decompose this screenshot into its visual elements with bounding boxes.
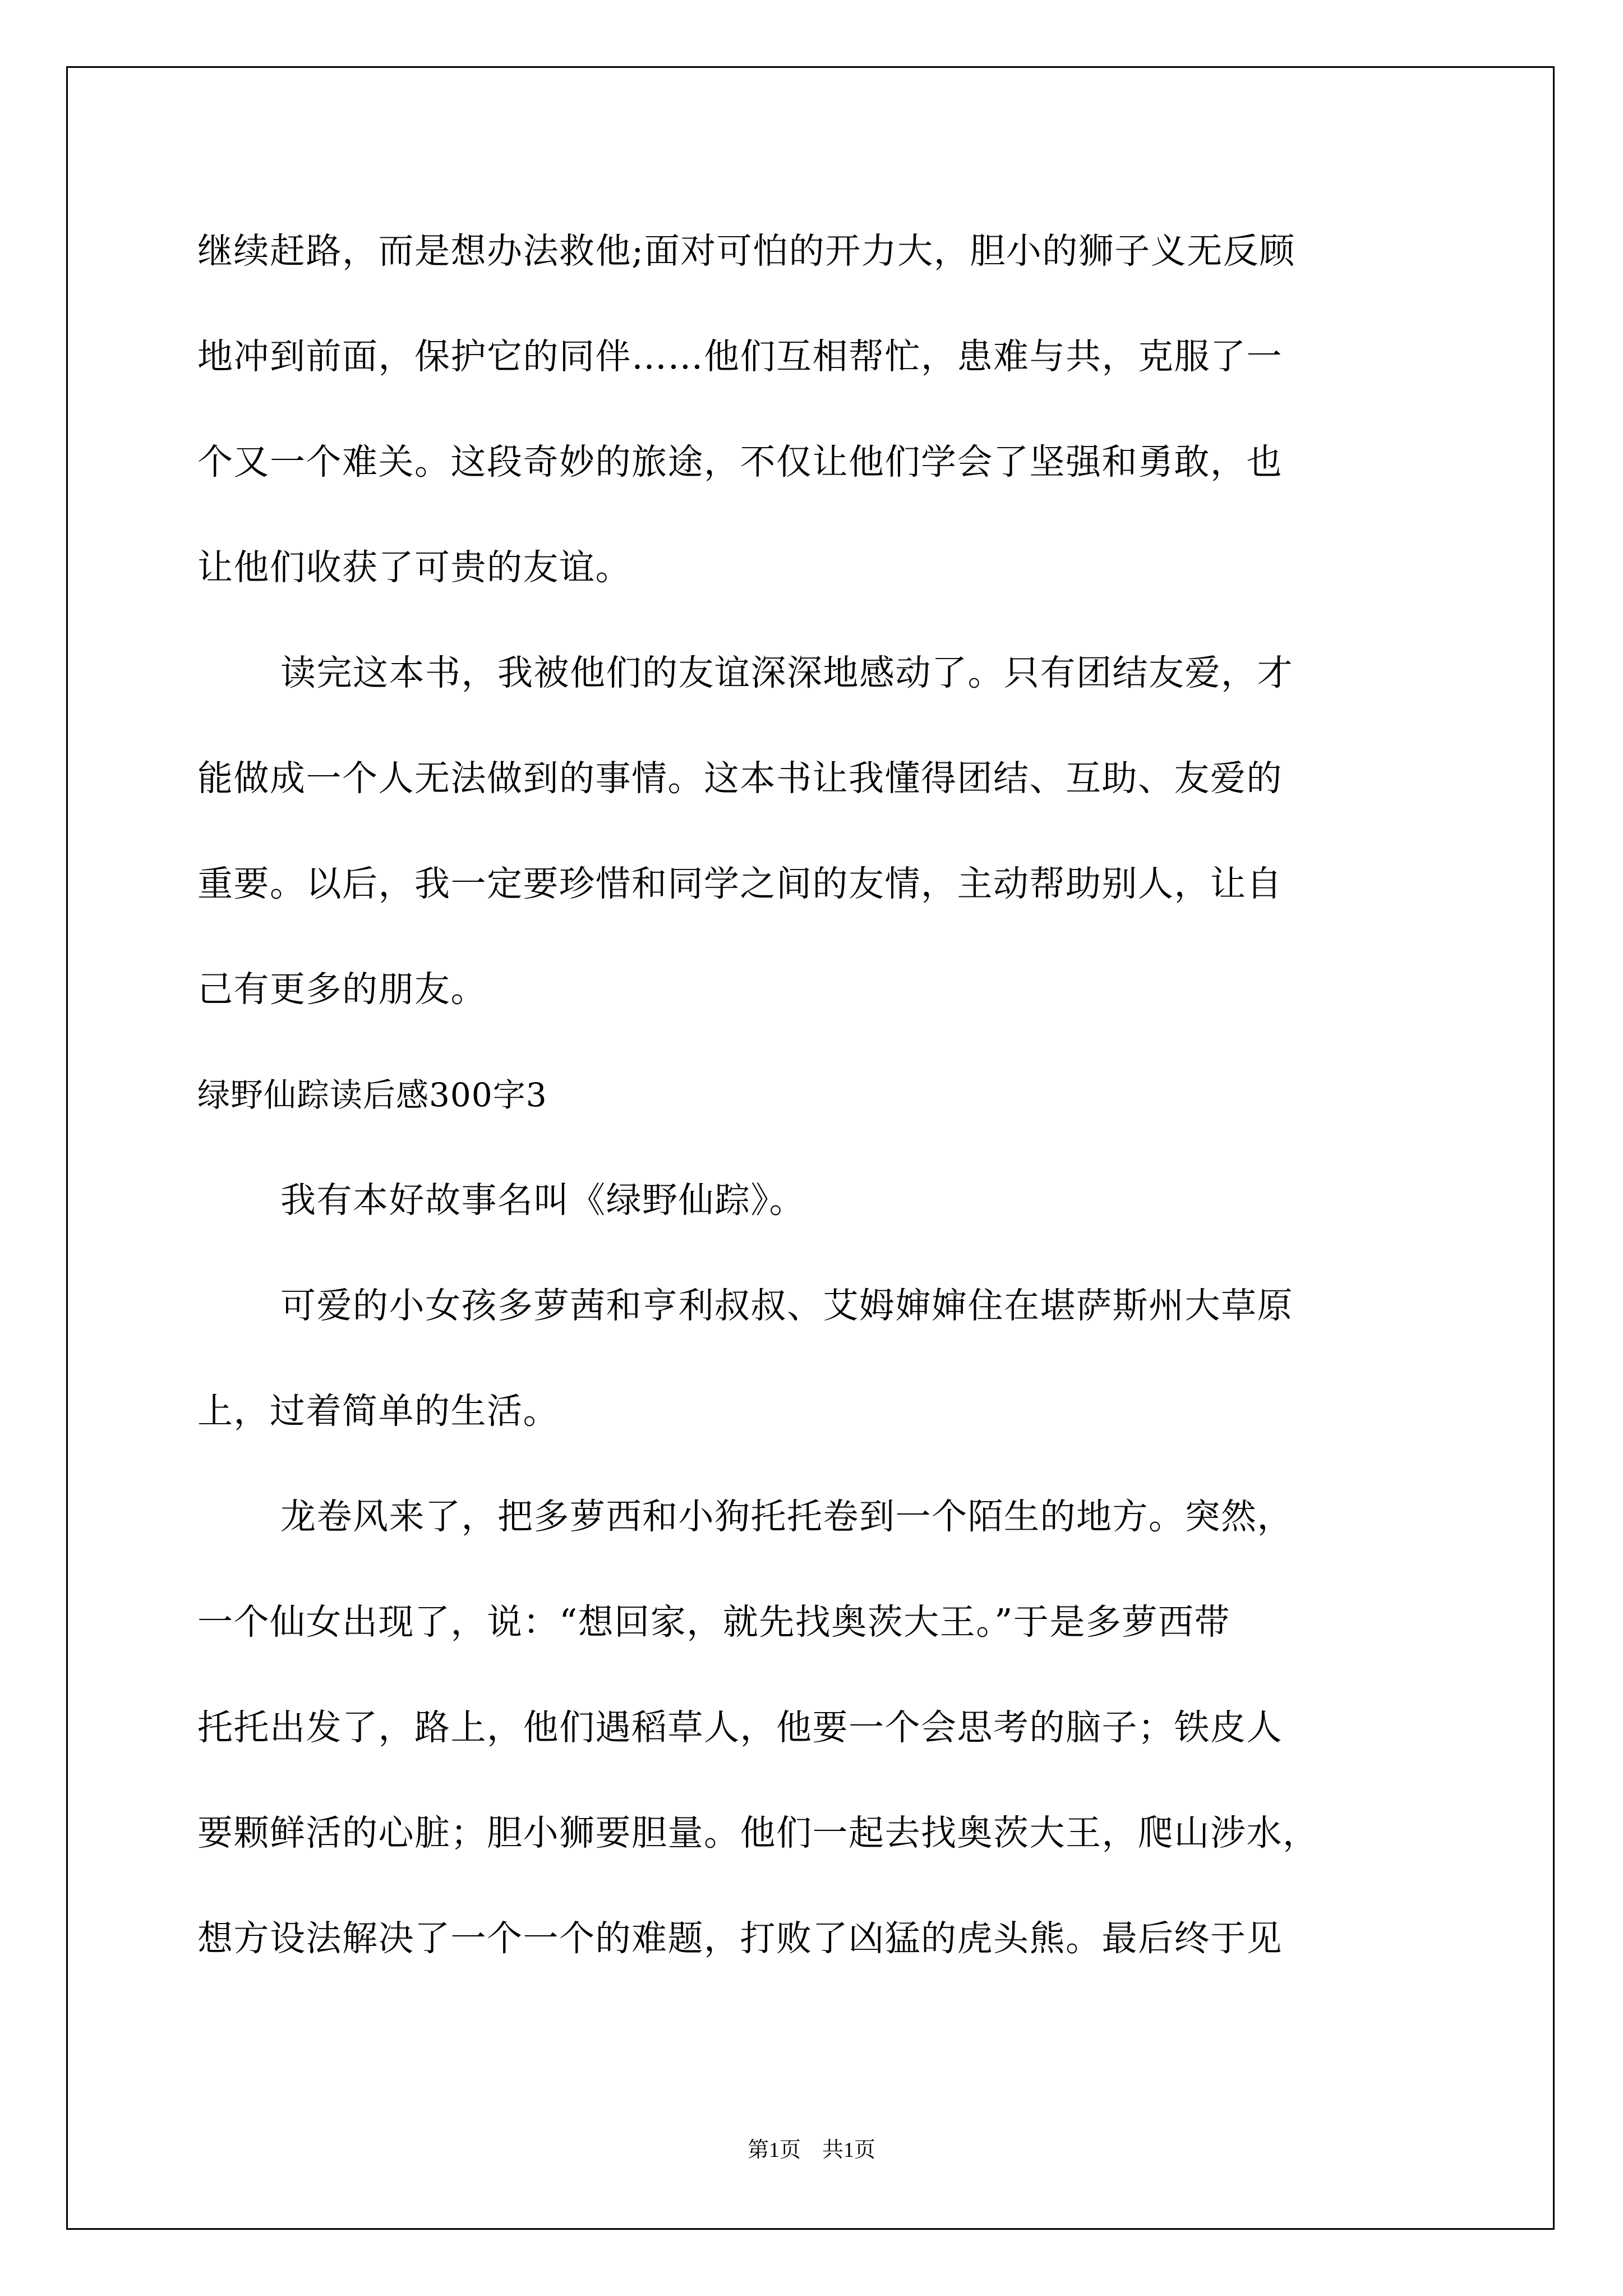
paragraph-line: 让他们收获了可贵的友谊。 bbox=[197, 547, 631, 588]
paragraph-line: 读完这本书，我被他们的友谊深深地感动了。只有团结友爱，才 bbox=[280, 652, 1293, 693]
paragraph-line: 继续赶路，而是想办法救他;面对可怕的开力大，胆小的狮子义无反顾 bbox=[197, 231, 1295, 272]
page-border bbox=[66, 66, 1555, 2230]
paragraph-line: 龙卷风来了，把多萝西和小狗托托卷到一个陌生的地方。突然， bbox=[280, 1496, 1293, 1537]
paragraph-line: 地冲到前面，保护它的同伴……他们互相帮忙，患难与共，克服了一 bbox=[197, 336, 1283, 377]
paragraph-line: 要颗鲜活的心脏；胆小狮要胆量。他们一起去找奥茨大王，爬山涉水， bbox=[197, 1812, 1319, 1853]
paragraph-line: 己有更多的朋友。 bbox=[197, 969, 487, 1010]
paragraph-line: 托托出发了，路上，他们遇稻草人，他要一个会思考的脑子；铁皮人 bbox=[197, 1707, 1283, 1748]
paragraph-line: 一个仙女出现了，说：“想回家，就先找奥茨大王。”于是多萝西带 bbox=[197, 1602, 1230, 1642]
paragraph-line: 能做成一个人无法做到的事情。这本书让我懂得团结、互助、友爱的 bbox=[197, 758, 1283, 799]
section-heading: 绿野仙踪读后感300字3 bbox=[197, 1076, 547, 1114]
page-footer: 第1页 共1页 bbox=[747, 2138, 875, 2162]
paragraph-line: 想方设法解决了一个一个的难题，打败了凶猛的虎头熊。最后终于见 bbox=[197, 1918, 1283, 1959]
paragraph-line: 我有本好故事名叫《绿野仙踪》。 bbox=[280, 1180, 805, 1221]
paragraph-line: 重要。以后，我一定要珍惜和同学之间的友情，主动帮助别人，让自 bbox=[197, 863, 1283, 904]
paragraph-line: 个又一个难关。这段奇妙的旅途，不仅让他们学会了坚强和勇敢，也 bbox=[197, 441, 1283, 482]
paragraph-line: 可爱的小女孩多萝茜和亨利叔叔、艾姆婶婶住在堪萨斯州大草原 bbox=[280, 1285, 1293, 1326]
paragraph-line: 上，过着简单的生活。 bbox=[197, 1391, 559, 1432]
